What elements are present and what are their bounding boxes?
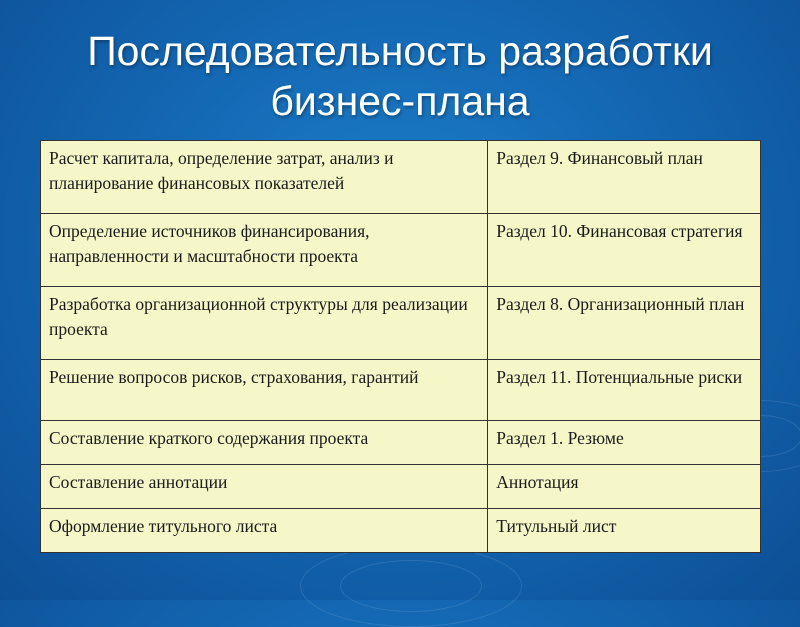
section-cell: Раздел 11. Потенциальные риски bbox=[488, 360, 761, 421]
table-row bbox=[41, 421, 761, 465]
section-cell: Раздел 10. Финансовая стратегия bbox=[488, 214, 761, 287]
stage-cell: Составление аннотации bbox=[41, 465, 488, 509]
slide-title-line-2: бизнес-плана bbox=[270, 78, 530, 124]
ripple-decoration bbox=[340, 560, 482, 612]
stage-cell: Решение вопросов рисков, страхования, гарантий bbox=[41, 360, 488, 421]
table-row bbox=[41, 287, 761, 360]
table-row bbox=[41, 509, 761, 553]
section-cell: Раздел 1. Резюме bbox=[488, 421, 761, 465]
stage-cell: Определение источников финансирования, направленности и масштабности проекта bbox=[41, 214, 488, 287]
sequence-table bbox=[40, 140, 761, 553]
table-row bbox=[41, 141, 761, 214]
section-cell: Раздел 9. Финансовый план bbox=[488, 141, 761, 214]
stage-cell: Разработка организационной структуры для реализации проекта bbox=[41, 287, 488, 360]
stage-cell: Расчет капитала, определение затрат, анализ и планирование финансовых показателей bbox=[41, 141, 488, 214]
table-row bbox=[41, 214, 761, 287]
stage-cell: Оформление титульного листа bbox=[41, 509, 488, 553]
section-cell: Раздел 8. Организационный план bbox=[488, 287, 761, 360]
section-cell: Титульный лист bbox=[488, 509, 761, 553]
slide-title bbox=[0, 26, 800, 126]
section-cell: Аннотация bbox=[488, 465, 761, 509]
table-row bbox=[41, 360, 761, 421]
slide-title-line-1: Последовательность разработки bbox=[87, 28, 713, 74]
table-row bbox=[41, 465, 761, 509]
stage-cell: Составление краткого содержания проекта bbox=[41, 421, 488, 465]
ripple-decoration bbox=[300, 545, 522, 627]
